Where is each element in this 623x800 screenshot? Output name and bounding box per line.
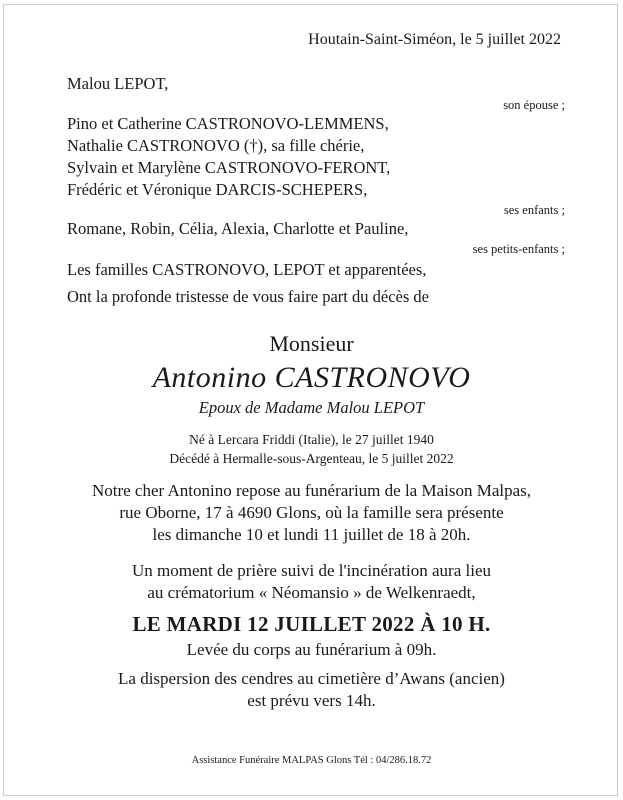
ceremony-date: LE MARDI 12 JUILLET 2022 À 10 H. [132, 612, 491, 636]
grandchildren-line: Romane, Robin, Célia, Alexia, Charlotte et Pauline, [67, 219, 409, 238]
grandchildren-role: ses petits-enfants ; [472, 242, 565, 256]
prayer-line: au crématorium « Néomansio » de Welkenraedt, [147, 583, 476, 602]
visitation-line: les dimanche 10 et lundi 11 juillet de 18 à 20h. [152, 525, 471, 544]
deceased-name: Antonino CASTRONOVO [152, 361, 471, 394]
visitation-line: rue Oborne, 17 à 4690 Glons, où la famille sera présente [119, 503, 504, 522]
dispersion-line: La dispersion des cendres au cimetière d’Awans (ancien) [118, 669, 505, 688]
birth-line: Né à Lercara Friddi (Italie), le 27 juillet 1940 [189, 432, 434, 447]
child-line: Nathalie CASTRONOVO (†), sa fille chérie, [67, 136, 365, 155]
dispersion-line: est prévu vers 14h. [247, 691, 376, 710]
child-line: Frédéric et Véronique DARCIS-SCHEPERS, [67, 180, 368, 199]
spouse-of-line: Epoux de Madame Malou LEPOT [198, 398, 425, 417]
spouse-name: Malou LEPOT, [67, 74, 169, 93]
child-line: Pino et Catherine CASTRONOVO-LEMMENS, [67, 114, 389, 133]
place-date: Houtain-Saint-Siméon, le 5 juillet 2022 [308, 31, 561, 48]
spouse-role: son épouse ; [503, 98, 565, 112]
funeral-home-footer: Assistance Funéraire MALPAS Glons Tél : 04/286.18.72 [191, 755, 432, 766]
death-line: Décédé à Hermalle-sous-Argenteau, le 5 juillet 2022 [169, 451, 454, 466]
children-role: ses enfants ; [503, 203, 565, 217]
child-line: Sylvain et Marylène CASTRONOVO-FERONT, [67, 158, 391, 177]
announcement-line: Ont la profonde tristesse de vous faire part du décès de [67, 287, 429, 306]
families-line: Les familles CASTRONOVO, LEPOT et apparentées, [67, 260, 427, 279]
deceased-title: Monsieur [269, 331, 354, 356]
departure-line: Levée du corps au funérarium à 09h. [186, 640, 437, 659]
visitation-line: Notre cher Antonino repose au funérarium de la Maison Malpas, [91, 481, 532, 500]
prayer-line: Un moment de prière suivi de l'incinération aura lieu [131, 561, 491, 580]
